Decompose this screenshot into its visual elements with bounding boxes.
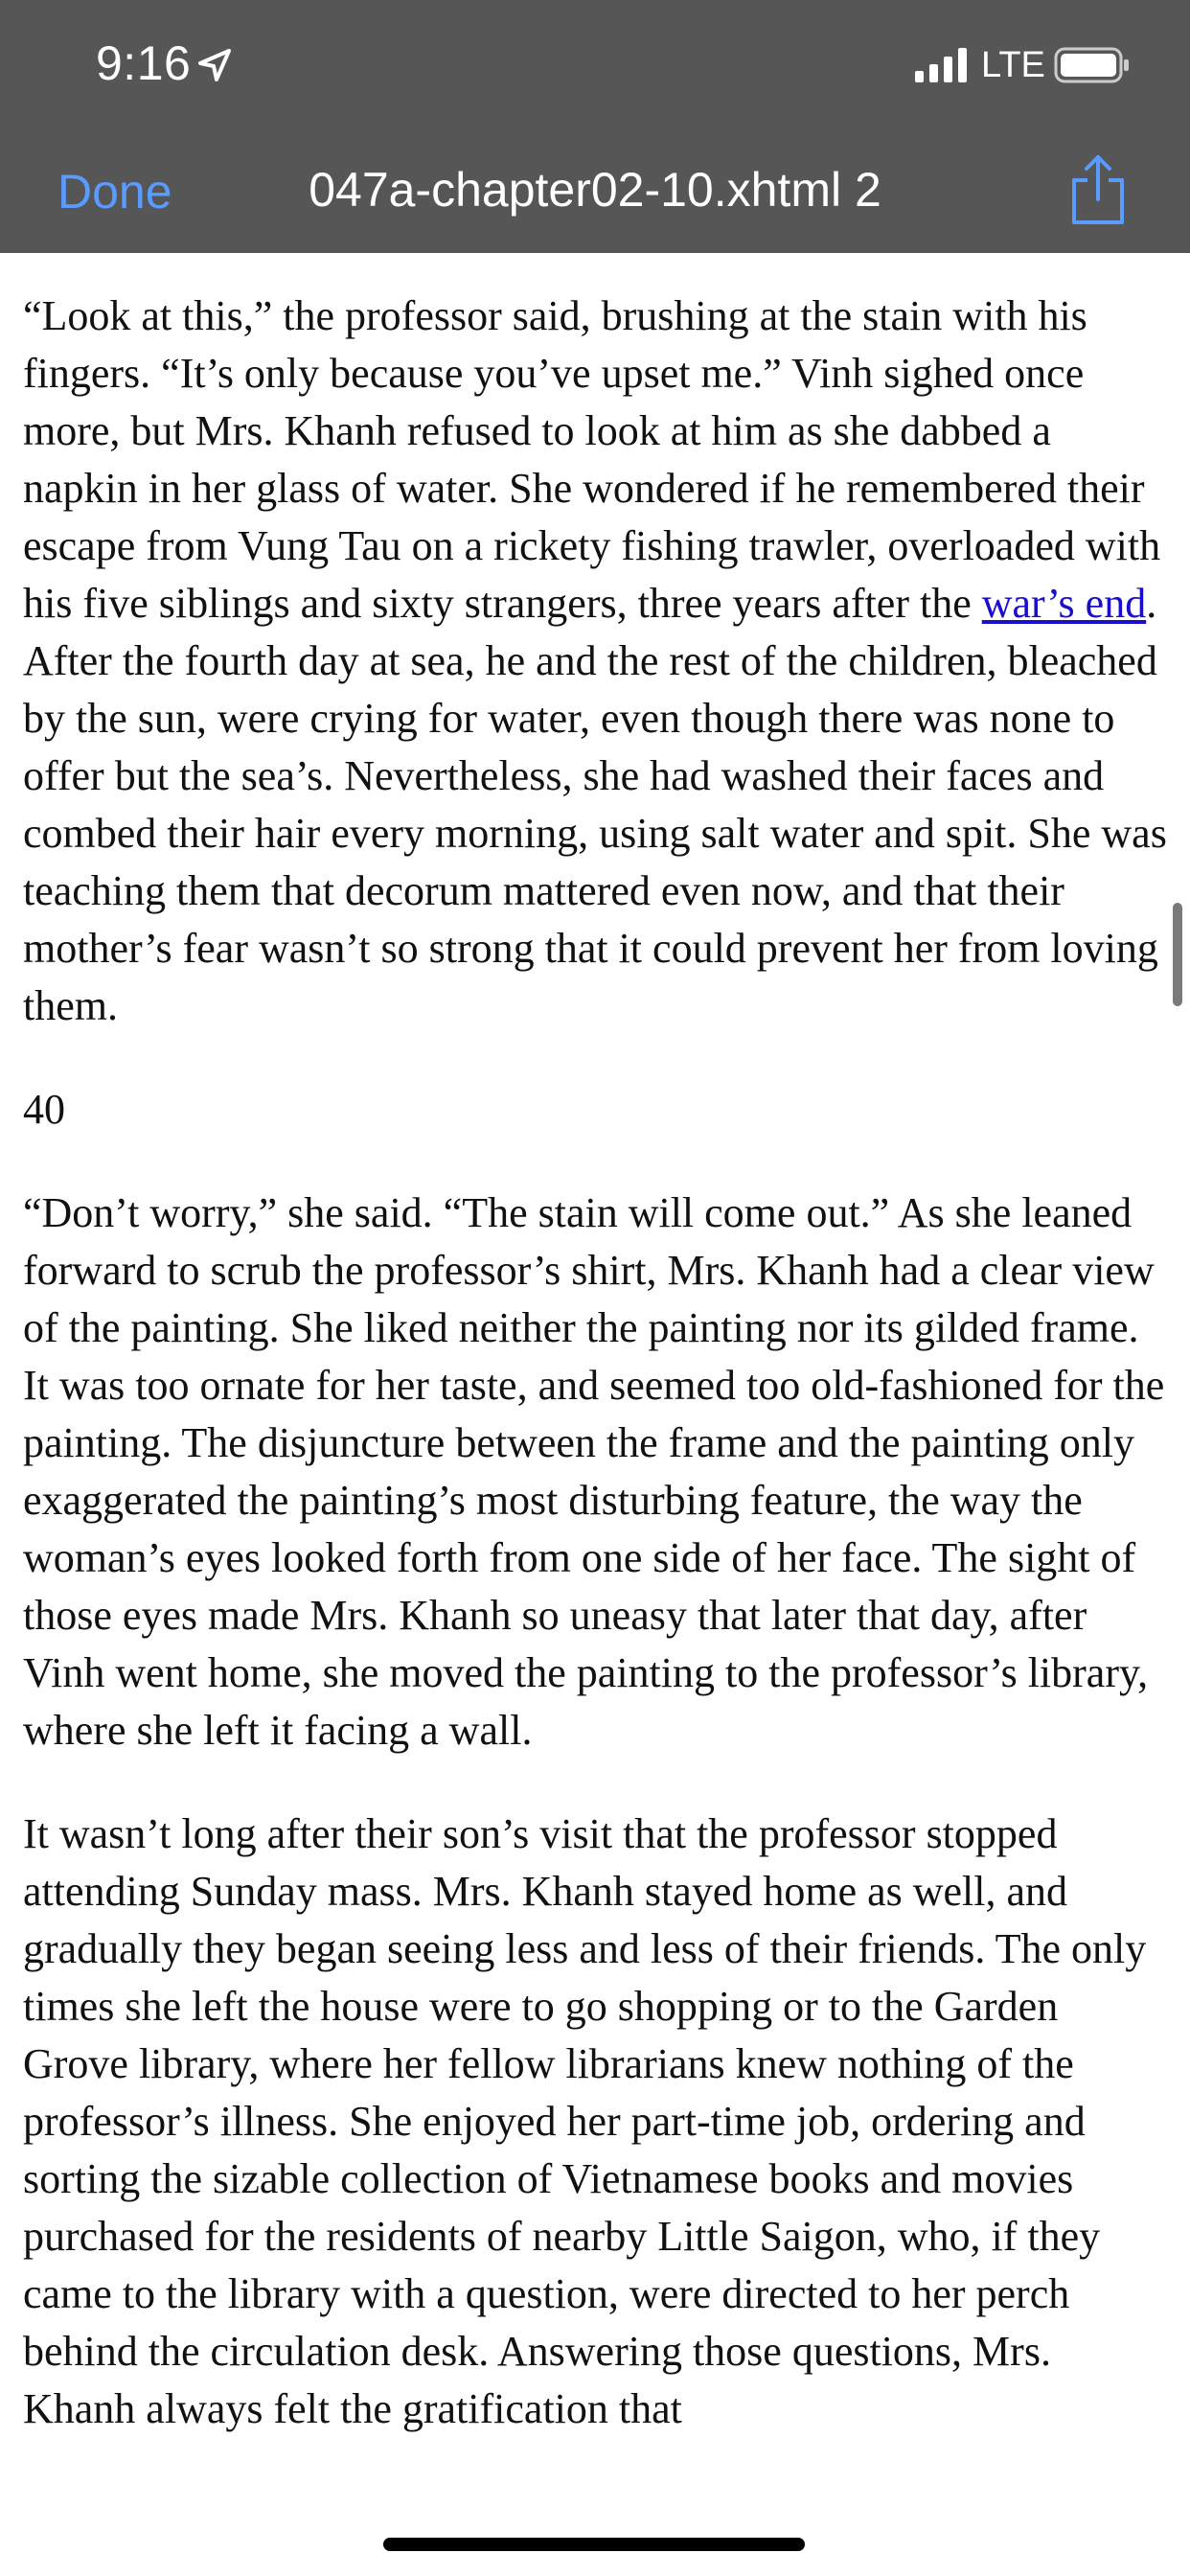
battery-icon	[1054, 46, 1131, 84]
signal-bars-icon	[915, 48, 969, 82]
page-number: 40	[23, 1086, 65, 1133]
reader-content	[23, 288, 1169, 2484]
network-type: LTE	[981, 45, 1045, 85]
paragraph-text: . After the fourth day at sea, he and the rest of the children, bleached by the sun, were crying for water, even though there was none to offer but the sea’s. Nevertheless, she had washed their faces and combed their hair every morning, using salt water and spit. She was teaching them that decorum mattered even now, and that their mother’s fear wasn’t so strong that it could prevent her from loving them.	[23, 580, 1167, 1029]
share-icon[interactable]	[1068, 153, 1128, 226]
paragraph: “Don’t worry,” she said. “The stain will come out.” As she leaned forward to scrub the professor’s shirt, Mrs. Khanh had a clear view of the painting. She liked neither the painting nor its gilded frame. It was too ornate for her taste, and seemed too old-fashioned for the painting. The disjuncture between the frame and the painting only exaggerated the painting’s most disturbing feature, the way the woman’s eyes looked forth from one side of her face. The sight of those eyes made Mrs. Khanh so uneasy that later that day, after Vinh went home, she moved the painting to the professor’s library, where she left it facing a wall.	[23, 1189, 1165, 1754]
paragraph: It wasn’t long after their son’s visit that the professor stopped attending Sunday mass. Mrs. Khanh stayed home as well, and gradually they began seeing less and less of their friends. The only times she left the house were to go shopping or to the Garden Grove library, where her fellow librarians knew nothing of the professor’s illness. She enjoyed her part-time job, ordering and sorting the sizable collection of Vietnamese books and movies purchased for the residents of nearby Little Saigon, who, if they came to the library with a question, were directed to her perch behind the circulation desk. Answering those questions, Mrs. Khanh always felt the gratification that	[23, 1810, 1147, 2432]
paragraph-text: “Look at this,” the professor said, brushing at the stain with his fingers. “It’s only because you’ve upset me.” Vinh sighed once more, but Mrs. Khanh refused to look at him as she dabbed a napkin in her glass of water. She wondered if he remembered their escape from Vung Tau on a rickety fishing trawler, overloaded with his five siblings and sixty strangers, three years after the	[23, 292, 1161, 627]
paragraph	[23, 288, 1169, 1035]
location-arrow-icon	[195, 46, 234, 84]
status-bar	[0, 0, 1190, 130]
wars-end-link[interactable]: war’s end	[981, 580, 1147, 627]
scrollbar[interactable]	[1173, 903, 1182, 1006]
document-title: 047a-chapter02-10.xhtml 2	[309, 163, 881, 217]
status-time: 9:16	[96, 36, 192, 90]
home-indicator[interactable]	[383, 2538, 805, 2551]
done-button[interactable]: Done	[57, 165, 172, 218]
